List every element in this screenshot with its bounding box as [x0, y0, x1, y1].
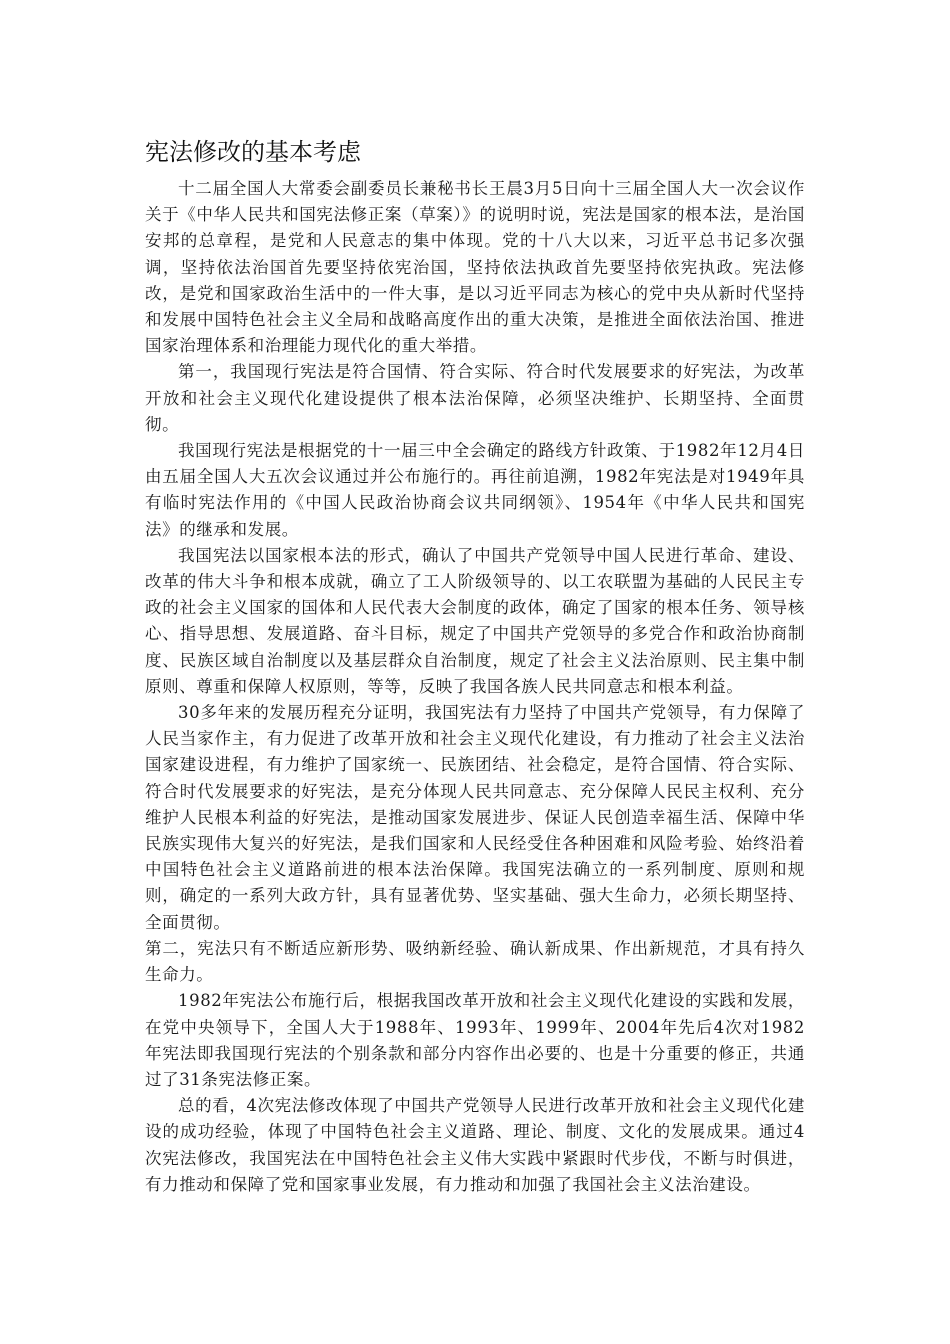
paragraph-constitution-content: 我国宪法以国家根本法的形式，确认了中国共产党领导中国人民进行革命、建设、改革的伟大斗争和根本成就，确立了工人阶级领导的、以工农联盟为基础的人民民主专政的社会主义国家的国体和人民代表大会制度的政体，确定了国家的根本任务、领导核心、指导思想、发展道路、奋斗目标，规定了中国共产党领导的多党合作和政治协商制度、民族区域自治制度以及基层群众自治制度，规定了社会主义法治原则、民主集中制原则、尊重和保障人权原则，等等，反映了我国各族人民共同意志和根本利益。: [145, 545, 805, 696]
paragraph-intro: 十二届全国人大常委会副委员长兼秘书长王晨3月5日向十三届全国人大一次会议作关于《中华人民共和国宪法修正案（草案）》的说明时说，宪法是国家的根本法，是治国安邦的总章程，是党和人民意志的集中体现。党的十八大以来，习近平总书记多次强调，坚持依法治国首先要坚持依宪治国，坚持依法执政首先要坚持依宪执政。宪法修改，是党和国家政治生活中的一件大事，是以习近平同志为核心的党中央从新时代坚持和发展中国特色社会主义全局和战略高度作出的重大决策，是推进全面依法治国、推进国家治理体系和治理能力现代化的重大举措。: [145, 179, 805, 356]
paragraph-thirty-years: 30多年来的发展历程充分证明，我国宪法有力坚持了中国共产党领导，有力保障了人民当家作主，有力促进了改革开放和社会主义现代化建设，有力推动了社会主义法治国家建设进程，有力维护了国家统一、民族团结、社会稳定，是符合国情、符合实际、符合时代发展要求的好宪法，是充分体现人民共同意志、充分保障人民民主权利、充分维护人民根本利益的好宪法，是推动国家发展进步、保证人民创造幸福生活、保障中华民族实现伟大复兴的好宪法，是我们国家和人民经受住各种困难和风险考验、始终沿着中国特色社会主义道路前进的根本法治保障。我国宪法确立的一系列制度、原则和规则，确定的一系列大政方针，具有显著优势、坚实基础、强大生命力，必须长期坚持、全面贯彻。: [145, 703, 805, 932]
document-title: 宪法修改的基本考虑: [145, 138, 361, 166]
paragraph-point-two: 第二，宪法只有不断适应新形势、吸纳新经验、确认新成果、作出新规范，才具有持久生命力。: [145, 938, 805, 985]
paragraph-point-one: 第一，我国现行宪法是符合国情、符合实际、符合时代发展要求的好宪法，为改革开放和社会主义现代化建设提供了根本法治保障，必须坚决维护、长期坚持、全面贯彻。: [145, 362, 805, 434]
document-body: [145, 132, 805, 1198]
paragraph-constitution-origin: 我国现行宪法是根据党的十一届三中全会确定的路线方针政策、于1982年12月4日由五届全国人大五次会议通过并公布施行的。再往前追溯，1982年宪法是对1949年具有临时宪法作用的《中国人民政治协商会议共同纲领》、1954年《中华人民共和国宪法》的继承和发展。: [145, 441, 805, 539]
paragraph-four-amendments: 1982年宪法公布施行后，根据我国改革开放和社会主义现代化建设的实践和发展，在党中央领导下，全国人大于1988年、1993年、1999年、2004年先后4次对1982年宪法即我国现行宪法的个别条款和部分内容作出必要的、也是十分重要的修正，共通过了31条宪法修正案。: [145, 991, 805, 1089]
paragraph-summary: 总的看，4次宪法修改体现了中国共产党领导人民进行改革开放和社会主义现代化建设的成功经验，体现了中国特色社会主义道路、理论、制度、文化的发展成果。通过4次宪法修改，我国宪法在中国特色社会主义伟大实践中紧跟时代步伐，不断与时俱进，有力推动和保障了党和国家事业发展，有力推动和加强了我国社会主义法治建设。: [145, 1096, 805, 1194]
